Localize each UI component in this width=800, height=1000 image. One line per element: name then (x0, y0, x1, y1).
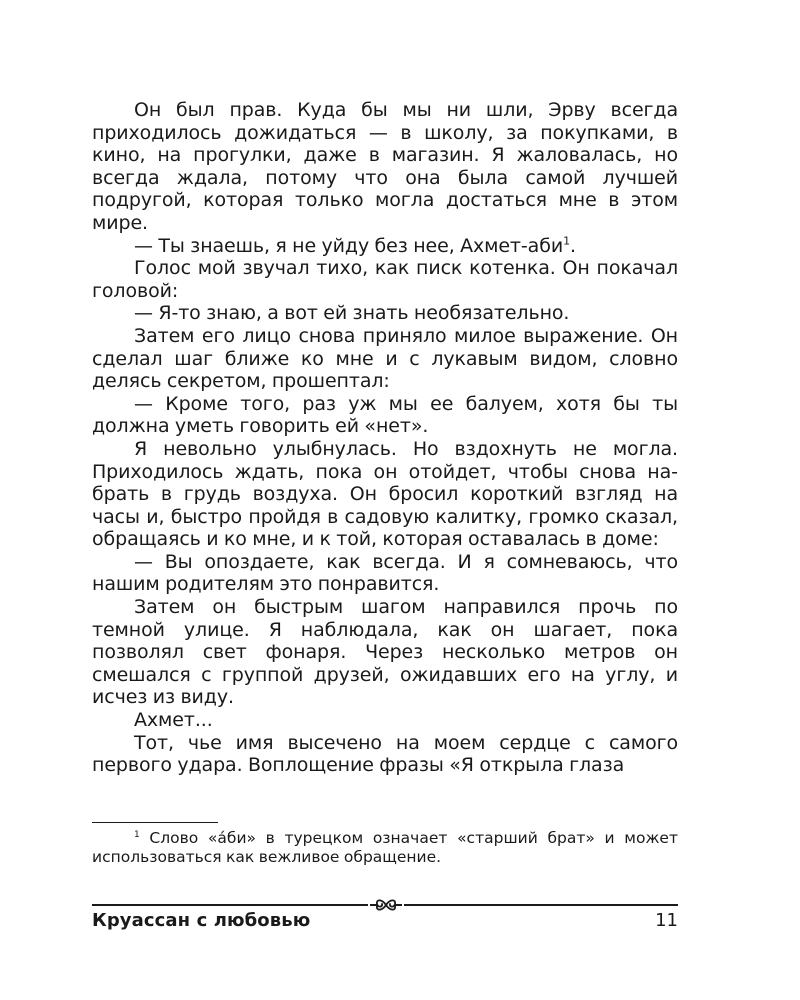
paragraph: — Я-то знаю, а вот ей знать необязательно. (134, 302, 570, 325)
footnote-text: Слово «а́би» в турецком означает «старший брат» и может использоваться как вежливое обращение. (92, 829, 678, 866)
paragraph: Голос мой звучал тихо, как писк котенка. Он покачал головой: (92, 257, 678, 302)
paragraph-text: — Ты знаешь, я не уйду без нее, Ахмет-аби (134, 234, 564, 257)
paragraph-end-punct: . (569, 234, 576, 257)
footnote-number: 1 (134, 829, 140, 840)
footnote (92, 829, 678, 867)
paragraph: — Кроме того, раз уж мы ее балуем, хотя бы ты должна уметь говорить ей «нет». (92, 392, 678, 438)
paragraph: Ахмет... (134, 709, 213, 732)
paragraph-with-footnote (92, 235, 678, 258)
footer-rule-left (92, 904, 368, 906)
paragraph: Я невольно улыбнулась. Но вздохнуть не могла. Приходилось ждать, пока он отойдет, чтобы снова набрать в грудь воздуха. Он бросил короткий взгляд на часы и, быстро пройдя в садовую калитку, громко сказал, обращаясь и ко мне, и к той, которая оставалась в доме: (92, 437, 678, 551)
footnote-reference[interactable]: 1 (563, 234, 570, 248)
paragraph: Тот, чье имя высечено на моем сердце с самого первого удара. Воплощение фразы «Я открыла глаза (92, 731, 678, 777)
ornament-icon (368, 896, 404, 914)
footnote-divider (92, 822, 218, 823)
running-title: Круассан с любовью (92, 910, 311, 931)
body-text (92, 99, 678, 777)
footer-rule-right (404, 904, 678, 906)
paragraph: — Вы опоздаете, как всегда. И я сомневаюсь, что нашим родителям это понравится. (92, 550, 678, 596)
paragraph: Он был прав. Куда бы мы ни шли, Эрву всегда приходилось дожидаться — в школу, за покупками, в кино, на прогулки, даже в магазин. Я жаловалась, но всегда ждала, потому что она была самой лучшей подругой, которая только могла достаться мне в этом мире. (92, 99, 678, 234)
page-number: 11 (655, 910, 678, 931)
paragraph: Затем он быстрым шагом направился прочь по темной улице. Я наблюдала, как он шагает, пока позволял свет фонаря. Через несколько метров он смешался с группой друзей, ожидавших его на углу, и исчез из виду. (92, 596, 678, 709)
paragraph: Затем его лицо снова приняло милое выражение. Он сделал шаг ближе ко мне и с лукавым видом, словно делясь секретом, прошептал: (92, 324, 678, 393)
